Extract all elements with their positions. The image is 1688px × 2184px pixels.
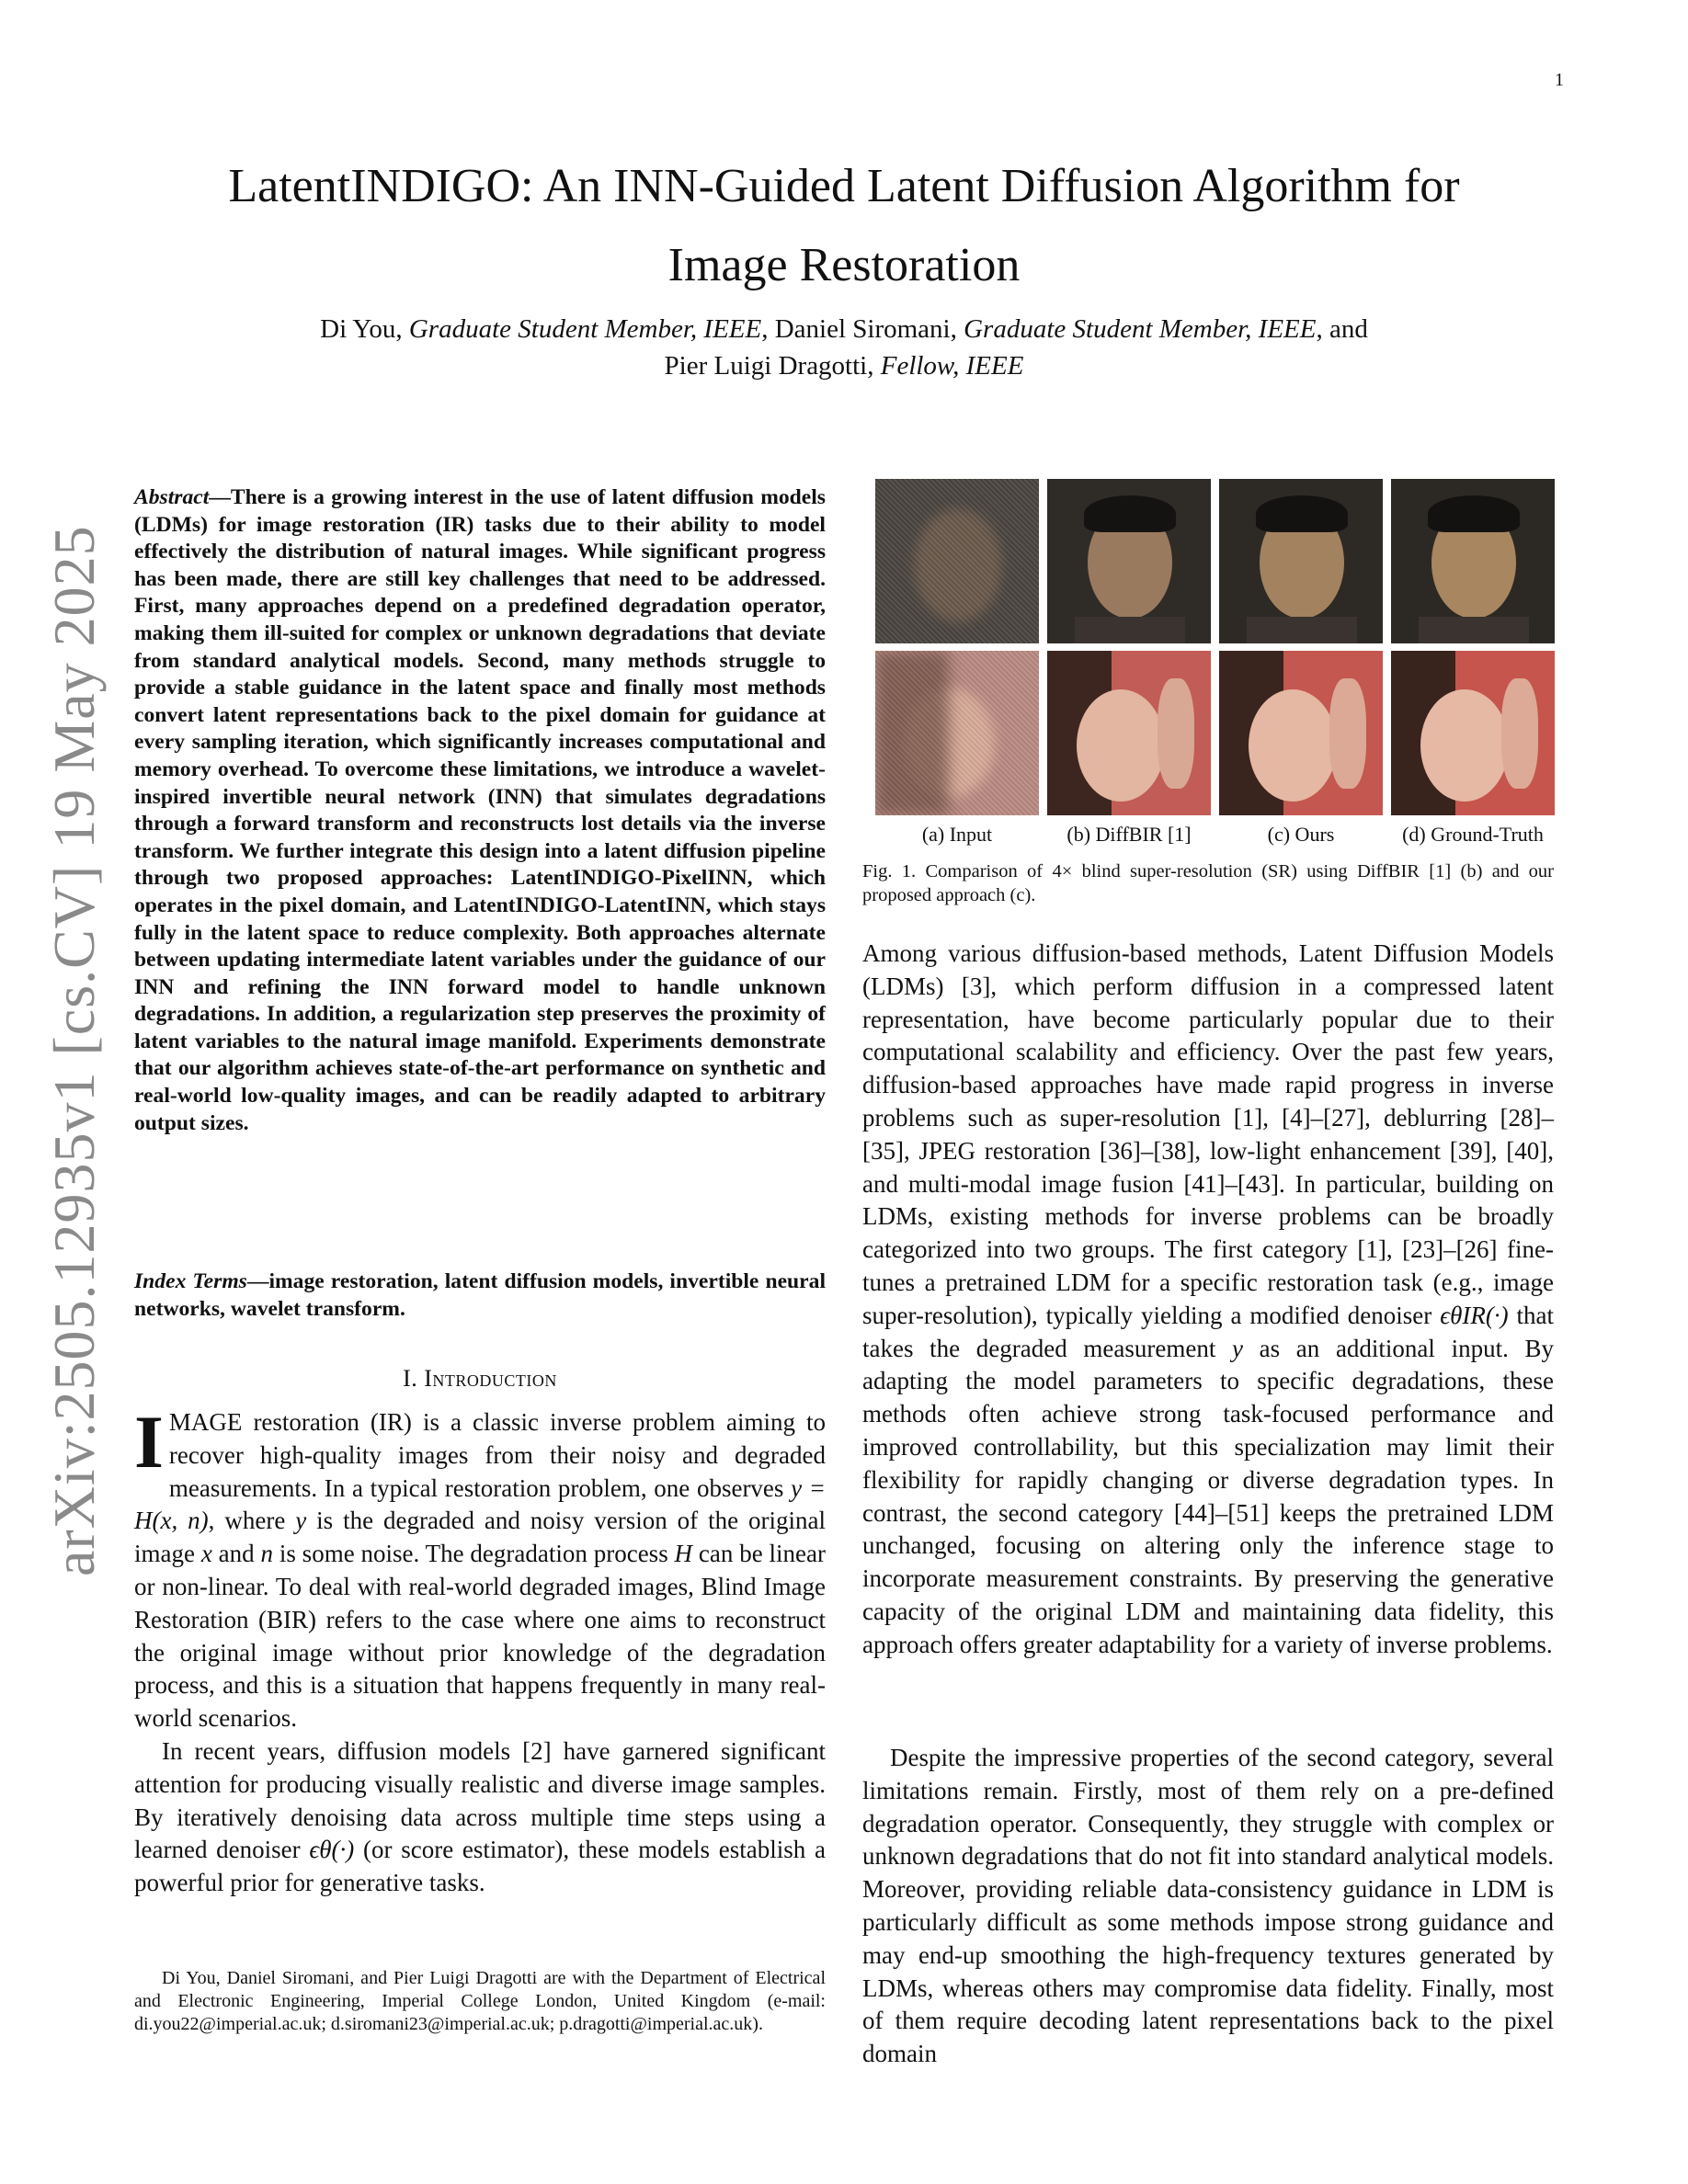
author-2-name: , Daniel Siromani, <box>761 314 964 344</box>
symbol-denoiser: ϵθ(·) <box>309 1836 355 1864</box>
fig-image-man-input <box>875 479 1039 643</box>
symbol-n: n <box>260 1540 273 1568</box>
fig-image-woman-ours <box>1219 651 1383 815</box>
intro-p1-d: and <box>211 1540 261 1568</box>
figure-image-grid <box>875 479 1554 815</box>
intro-paragraph-3 <box>862 938 1554 1662</box>
fig-image-man-ground-truth <box>1391 479 1555 643</box>
subfigure-label-d: (d) Ground-Truth <box>1402 823 1544 846</box>
footnote-text: Di You, Daniel Siromani, and Pier Luigi Dragotti are with the Department of Electrical and Electronic Engineering, Imperial College London, United Kingdom (e-mail: di.you22@imperial.ac.uk; d.siromani23@imperial.ac.uk; p.dragotti@imperial.ac.uk). <box>134 1968 826 2034</box>
author-line-2 <box>138 347 1550 384</box>
author-conjunction: , and <box>1316 314 1368 344</box>
author-3-name: Pier Luigi Dragotti, <box>664 351 881 381</box>
author-line-1 <box>138 311 1550 347</box>
figure-1-caption: Fig. 1. Comparison of 4× blind super-resolution (SR) using DiffBIR [1] (b) and our proposed approach (c). <box>862 861 1554 905</box>
intro-p1-a: MAGE restoration (IR) is a classic inverse problem aiming to recover high-quality images from their noisy and degraded measurements. In a typical restoration problem, one observes <box>168 1408 826 1502</box>
abstract-text: —There is a growing interest in the use of latent diffusion models (LDMs) for image restoration (IR) tasks due to their ability to model effectively the distribution of natural images. While significant progress has been made, there are still key challenges that need to be addressed. First, many approaches depend on a predefined degradation operator, making them ill-suited for complex or unknown degradations that deviate from standard analytical models. Second, many methods struggle to provide a stable guidance in the latent space and finally most methods convert latent representations back to the pixel domain for guidance at every sampling iteration, which significantly increases computational and memory overhead. To overcome these limitations, we introduce a wavelet-inspired invertible neural network (INN) that simulates degradations through a forward transform and reconstructs lost details via the inverse transform. We further integrate this design into a latent diffusion pipeline through two proposed approaches: LatentINDIGO-PixelINN, which operates in the pixel domain, and LatentINDIGO-LatentINN, which stays fully in the latent space to reduce complexity. Both approaches alternate between updating intermediate latent variables under the guidance of our INN and refining the INN forward model to handle unknown degradations. In addition, a regularization step preserves the proximity of latent variables to the natural image manifold. Experiments demonstrate that our algorithm achieves state-of-the-art performance on synthetic and real-world low-quality images, and can be readily adapted to arbitrary output sizes. <box>134 485 826 1135</box>
symbol-y-measurement: y <box>1232 1334 1243 1362</box>
index-terms-lead: Index Terms <box>134 1269 247 1293</box>
section-number: I. <box>403 1365 425 1392</box>
section-title: Introduction <box>424 1365 557 1392</box>
author-1-name: Di You, <box>320 314 409 344</box>
intro-r1-c: as an additional input. By adapting the model parameters to specific degradations, these methods often achieve strong task-focused performance and improved controllability, but this specialization may limit their flexibility for rapidly changing or diverse degradation types. In contrast, the second category [44]–[51] keeps the pretrained LDM unchanged, focusing on altering only the inference stage to incorporate measurement constraints. By preserving the generative capacity of the original LDM and maintaining data fidelity, this approach offers greater adaptability for a variety of inverse problems. <box>862 1334 1555 1658</box>
symbol-h: H <box>674 1540 693 1568</box>
fig-image-woman-diffbir <box>1047 651 1211 815</box>
drop-cap: I <box>134 1400 164 1484</box>
intro-left-column <box>134 1400 826 1900</box>
intro-p1-e: is some noise. The degradation process <box>272 1540 675 1568</box>
author-3-role: Fellow, IEEE <box>880 351 1024 381</box>
subfigure-label-b: (b) DiffBIR [1] <box>1066 823 1192 846</box>
intro-right-column <box>862 938 1554 1662</box>
fig-image-woman-input <box>875 651 1039 815</box>
index-terms <box>134 1268 826 1323</box>
intro-r1-a: Among various diffusion-based methods, Latent Diffusion Models (LDMs) [3], which perform diffusion in a compressed latent representation, have become particularly popular due to their computational scalability and efficiency. Over the past few years, diffusion-based approaches have made rapid progress in inverse problems such as super-resolution [1], [4]–[27], deblurring [28]–[35], JPEG restoration [36]–[38], low-light enhancement [39], [40], and multi-modal image fusion [41]–[43]. In particular, building on LDMs, existing methods for inverse problems can be broadly categorized into two groups. The first category [1], [23]–[26] fine-tunes a pretrained LDM for a specific restoration task (e.g., image super-resolution), typically yielding a modified denoiser <box>862 939 1554 1329</box>
fig-image-man-ours <box>1219 479 1383 643</box>
symbol-finetuned-denoiser: ϵθIR(·) <box>1440 1301 1509 1329</box>
author-list <box>138 311 1550 384</box>
title-line-1: LatentINDIGO: An INN-Guided Latent Diffusion Algorithm for <box>228 160 1460 212</box>
abstract-lead: Abstract <box>134 485 210 509</box>
section-heading-introduction <box>134 1365 826 1393</box>
intro-paragraph-2 <box>134 1735 826 1900</box>
equation-degradation: y = H(x, n) <box>134 1473 826 1535</box>
intro-paragraph-1 <box>134 1400 826 1735</box>
title-line-2: Image Restoration <box>667 239 1021 291</box>
paper-title <box>138 147 1550 305</box>
intro-p2-b: (or score estimator), these models establish a powerful prior for generative tasks. <box>134 1836 826 1897</box>
intro-p2-a: In recent years, diffusion models [2] have garnered significant attention for producing visually realistic and diverse image samples. By iteratively denoising data across multiple time steps using a learned denoiser <box>134 1736 826 1864</box>
figure-1 <box>875 479 1554 847</box>
intro-p1-f: can be linear or non-linear. To deal with real-world degraded images, Blind Image Restoration (BIR) refers to the case where one aims to reconstruct the original image without prior knowledge of the degradation process, and this is a situation that happens frequently in many real-world scenarios. <box>134 1540 826 1733</box>
intro-p1-b: , where <box>208 1507 296 1535</box>
intro-p1-c: is the degraded and noisy version of the original image <box>134 1507 826 1568</box>
fig-image-man-diffbir <box>1047 479 1211 643</box>
figure-subfigure-labels <box>875 823 1554 847</box>
subfigure-label-a: (a) Input <box>921 823 993 846</box>
fig-image-woman-ground-truth <box>1391 651 1555 815</box>
intro-r1-b: that takes the degraded measurement <box>862 1301 1554 1362</box>
author-1-role: Graduate Student Member, IEEE <box>408 314 762 344</box>
author-affiliation-footnote <box>134 1967 826 2036</box>
intro-paragraph-4: Despite the impressive properties of the second category, several limitations remain. Firstly, most of them rely on a pre-defined degradation operator. Consequently, they struggle with complex or unknown degradations that do not fit into standard analytical models. Moreover, providing reliable data-consistency guidance in LDM is particularly difficult as some methods impose strong guidance and may end-up smoothing the high-frequency textures generated by LDMs, whereas others may compromise data fidelity. Finally, most of them require decoding latent representations back to the pixel domain <box>862 1744 1554 2068</box>
author-2-role: Graduate Student Member, IEEE <box>964 314 1317 344</box>
symbol-y: y <box>295 1507 307 1535</box>
index-terms-text: —image restoration, latent diffusion models, invertible neural networks, wavelet transform. <box>134 1269 827 1321</box>
arxiv-stamp: arXiv:2505.12935v1 [cs.CV] 19 May 2025 <box>41 525 107 1576</box>
page-number: 1 <box>1555 70 1564 90</box>
subfigure-label-c: (c) Ours <box>1267 823 1335 846</box>
intro-right-column-continued <box>862 1742 1554 2071</box>
abstract <box>134 484 826 1137</box>
symbol-x: x <box>200 1540 212 1568</box>
